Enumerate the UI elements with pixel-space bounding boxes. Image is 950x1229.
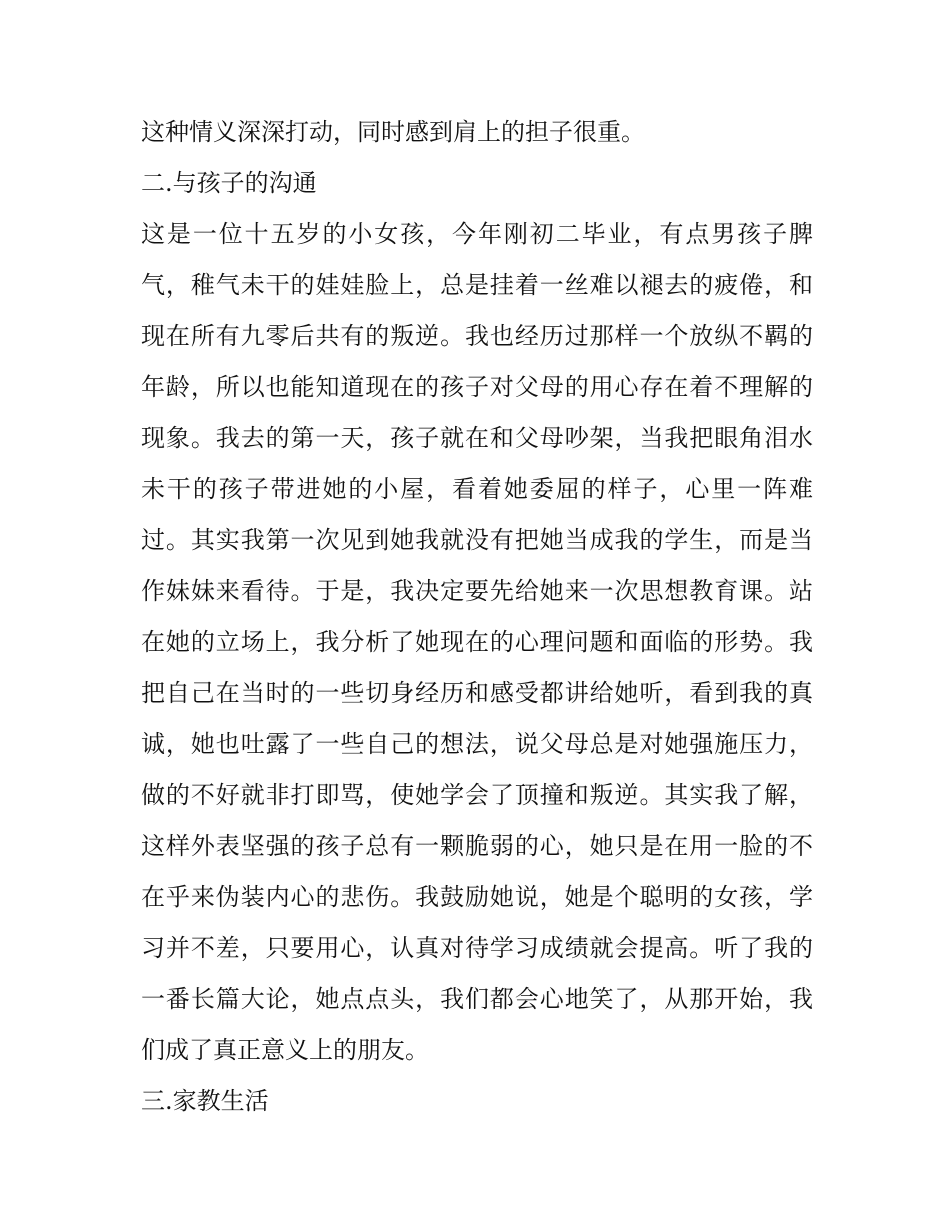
paragraph-line: 在她的立场上，我分析了她现在的心理问题和面临的形势。我 <box>141 628 813 656</box>
paragraph-line: 气，稚气未干的娃娃脸上，总是挂着一丝难以褪去的疲倦，和 <box>141 271 813 299</box>
body-text <box>141 107 813 1127</box>
paragraph-line: 们成了真正意义上的朋友。 <box>141 1036 429 1064</box>
paragraph-line: 这样外表坚强的孩子总有一颗脆弱的心，她只是在用一脸的不 <box>141 832 813 860</box>
paragraph-line: 这是一位十五岁的小女孩，今年刚初二毕业，有点男孩子脾 <box>141 220 813 248</box>
paragraph-line: 诚，她也吐露了一些自己的想法，说父母总是对她强施压力， <box>141 730 813 758</box>
paragraph-line: 做的不好就非打即骂，使她学会了顶撞和叛逆。其实我了解， <box>141 781 813 809</box>
paragraph-line: 未干的孩子带进她的小屋，看着她委屈的样子，心里一阵难 <box>141 475 813 503</box>
paragraph-line: 把自己在当时的一些切身经历和感受都讲给她听，看到我的真 <box>141 679 813 707</box>
section-heading-communication: 二.与孩子的沟通 <box>141 169 317 197</box>
paragraph-line: 一番长篇大论，她点点头，我们都会心地笑了，从那开始，我 <box>141 985 813 1013</box>
paragraph-line: 在乎来伪装内心的悲伤。我鼓励她说，她是个聪明的女孩，学 <box>141 883 813 911</box>
paragraph-line: 年龄，所以也能知道现在的孩子对父母的用心存在着不理解的 <box>141 373 813 401</box>
paragraph-line: 这种情义深深打动，同时感到肩上的担子很重。 <box>141 118 645 146</box>
section-heading-tutoring-life: 三.家教生活 <box>141 1087 269 1115</box>
paragraph-line: 习并不差，只要用心，认真对待学习成绩就会提高。听了我的 <box>141 934 813 962</box>
paragraph-line: 过。其实我第一次见到她我就没有把她当成我的学生，而是当 <box>141 526 813 554</box>
paragraph-line: 作妹妹来看待。于是，我决定要先给她来一次思想教育课。站 <box>141 577 813 605</box>
paragraph-line: 现象。我去的第一天，孩子就在和父母吵架，当我把眼角泪水 <box>141 424 813 452</box>
paragraph-line: 现在所有九零后共有的叛逆。我也经历过那样一个放纵不羁的 <box>141 322 813 350</box>
